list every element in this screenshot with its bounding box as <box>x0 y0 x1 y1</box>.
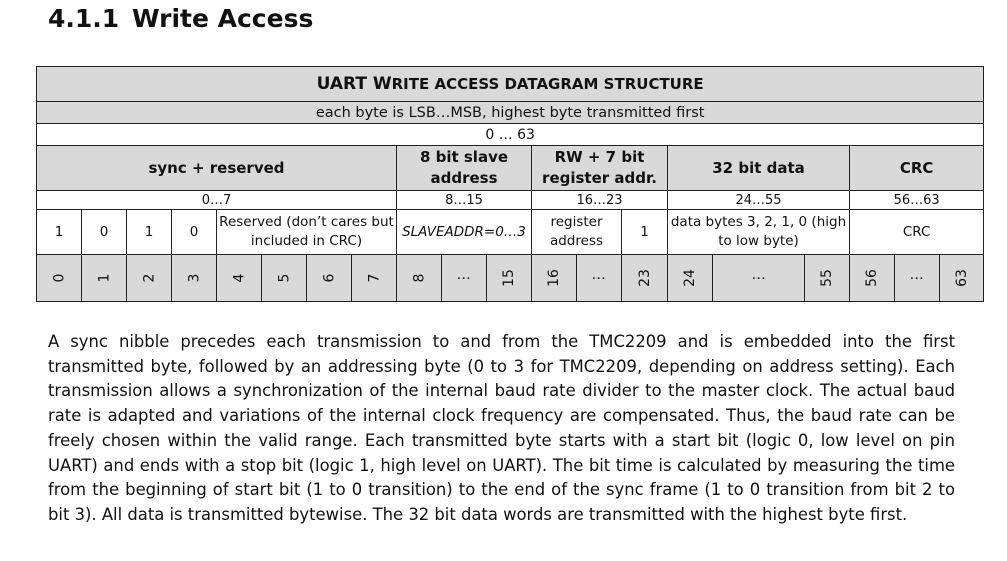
field-header-slave: 8 bit slave address <box>397 146 532 191</box>
field-bits-slave: 8…15 <box>397 191 532 210</box>
bit-number-cell: 63 <box>940 255 984 302</box>
bit-number-cell: 8 <box>397 255 442 302</box>
bit-number-cell: 55 <box>805 255 850 302</box>
bit-number-cell: 4 <box>217 255 262 302</box>
field-bits-crc: 56…63 <box>850 191 984 210</box>
field-header-sync: sync + reserved <box>37 146 397 191</box>
field-header-register: RW + 7 bit register addr. <box>532 146 668 191</box>
table-title-row <box>37 67 984 102</box>
bit-number-cell: 24 <box>668 255 713 302</box>
total-range: 0 … 63 <box>37 124 984 146</box>
sync-bit-value: 0 <box>172 210 217 255</box>
table-subtitle: each byte is LSB…MSB, highest byte transmitted first <box>37 102 984 124</box>
bit-number-cell: ⋮ <box>895 255 940 302</box>
datagram-table <box>36 66 984 302</box>
field-header-crc: CRC <box>850 146 984 191</box>
field-header-row <box>37 146 984 191</box>
field-values-row <box>37 210 984 255</box>
bit-number-cell: 1 <box>82 255 127 302</box>
field-bits-data: 24…55 <box>668 191 850 210</box>
bit-number-cell: ⋮ <box>577 255 622 302</box>
total-range-row <box>37 124 984 146</box>
sync-bit-value: 1 <box>127 210 172 255</box>
bit-number-cell: 23 <box>622 255 668 302</box>
bit-number-cell: ⋮ <box>713 255 805 302</box>
field-bits-register: 16…23 <box>532 191 668 210</box>
bit-number-cell: 56 <box>850 255 895 302</box>
table-title: UART WRITE ACCESS DATAGRAM STRUCTURE <box>37 67 984 102</box>
bit-number-cell: 0 <box>37 255 82 302</box>
register-address-value: register address <box>532 210 622 255</box>
table-subtitle-row <box>37 102 984 124</box>
bit-number-cell: ⋮ <box>442 255 487 302</box>
rw-bit-value: 1 <box>622 210 668 255</box>
data-value: data bytes 3, 2, 1, 0 (high to low byte) <box>668 210 850 255</box>
bit-number-cell: 7 <box>352 255 397 302</box>
sync-bit-value: 0 <box>82 210 127 255</box>
bit-number-cell: 16 <box>532 255 577 302</box>
section-heading <box>48 4 313 33</box>
bit-number-cell: 2 <box>127 255 172 302</box>
bit-number-row <box>37 255 984 302</box>
bit-number-cell: 6 <box>307 255 352 302</box>
body-paragraph: A sync nibble precedes each transmission to and from the TMC2209 and is embedded into the first transmitted byte, followed by an addressing byte (0 to 3 for TMC2209, depending on address setting). Each transmission allows a synchronization of the internal baud rate divider to the master clock. The actual baud rate is adapted and variations of the internal clock frequency are compensated. Thus, the baud rate can be freely chosen within the valid range. Each transmitted byte starts with a start bit (logic 0, low level on pin UART) and ends with a stop bit (logic 1, high level on UART). The bit time is calculated by measuring the time from the beginning of start bit (1 to 0 transition) to the end of the sync frame (1 to 0 transition from bit 2 to bit 3). All data is transmitted bytewise. The 32 bit data words are transmitted with the highest byte first. <box>48 332 955 524</box>
crc-value: CRC <box>850 210 984 255</box>
field-header-data: 32 bit data <box>668 146 850 191</box>
section-number: 4.1.1 <box>48 4 120 33</box>
section-title: Write Access <box>132 4 314 33</box>
slave-address-value: SLAVEADDR=0…3 <box>397 210 532 255</box>
bit-number-cell: 5 <box>262 255 307 302</box>
field-bits-row <box>37 191 984 210</box>
sync-bit-value: 1 <box>37 210 82 255</box>
reserved-value: Reserved (don’t cares but included in CRC) <box>217 210 397 255</box>
bit-number-cell: 15 <box>487 255 532 302</box>
field-bits-sync: 0…7 <box>37 191 397 210</box>
bit-number-cell: 3 <box>172 255 217 302</box>
